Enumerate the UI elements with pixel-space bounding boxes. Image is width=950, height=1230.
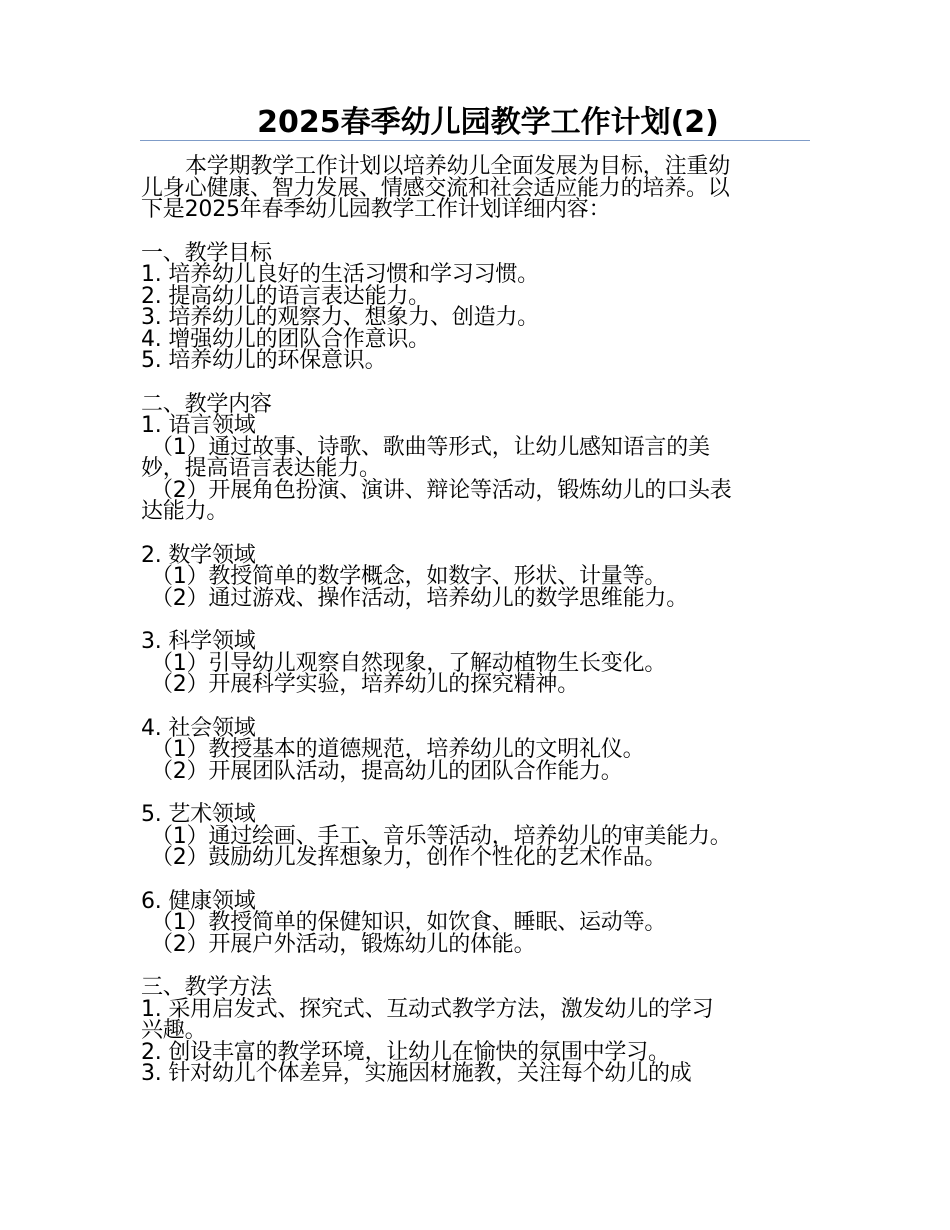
spacer [141,696,813,718]
intro-line: 儿身心健康、智力发展、情感交流和社会适应能力的培养。以 [141,175,730,201]
title-underline [140,140,810,141]
area-line: （2）通过游戏、操作活动，培养幼儿的数学思维能力。 [151,585,688,611]
method-line: 3. 针对幼儿个体差异，实施因材施教，关注每个幼儿的成 [141,1061,692,1086]
section-heading-goals: 一、教学目标 [141,240,272,266]
document-title: 2025春季幼儿园教学工作计划(2) [257,105,719,140]
area-line: （1）教授简单的数学概念，如数字、形状、计量等。 [151,564,667,589]
spacer [141,372,813,394]
method-line: 2. 创设丰富的教学环境，让幼儿在愉快的氛围中学习。 [141,1039,670,1065]
spacer [141,523,813,545]
area-line: 达能力。 [141,499,229,524]
area-line: （2）开展角色扮演、演讲、辩论等活动，锻炼幼儿的口头表 [151,477,732,503]
spacer [141,782,813,804]
area-title-health: 6. 健康领域 [141,888,256,914]
method-line: 兴趣。 [141,1018,207,1043]
spacer [141,869,813,891]
area-title-social: 4. 社会领域 [141,715,256,741]
area-line: （1）教授基本的道德规范，培养幼儿的文明礼仪。 [151,737,645,762]
spacer [141,221,813,243]
section-heading-methods: 三、教学方法 [141,975,272,1000]
goal-item: 3. 培养幼儿的观察力、想象力、创造力。 [141,305,539,330]
spacer [141,955,813,977]
document-body [141,156,813,1085]
area-title-science: 3. 科学领域 [141,629,256,654]
intro-line: 本学期教学工作计划以培养幼儿全面发展为目标，注重幼 [185,154,731,179]
method-line: 1. 采用启发式、探究式、互动式教学方法，激发幼儿的学习 [141,996,714,1022]
area-line: （1）通过故事、诗歌、歌曲等形式，让幼儿感知语言的美 [151,434,710,460]
area-line: （2）开展团队活动，提高幼儿的团队合作能力。 [151,758,623,784]
goal-item: 2. 提高幼儿的语言表达能力。 [141,283,430,309]
goal-item: 4. 增强幼儿的团队合作意识。 [141,326,430,352]
area-line: （2）开展科学实验，培养幼儿的探究精神。 [151,672,579,697]
intro-line: 下是2025年春季幼儿园教学工作计划详细内容： [141,197,611,222]
goal-item: 5. 培养幼儿的环保意识。 [141,348,387,373]
area-title-math: 2. 数学领域 [141,542,256,568]
goal-item: 1. 培养幼儿良好的生活习惯和学习习惯。 [141,262,539,287]
area-line: （2）鼓励幼儿发挥想象力，创作个性化的艺术作品。 [151,845,667,870]
area-line: （1）引导幼儿观察自然现象，了解动植物生长变化。 [151,650,667,676]
area-line: 妙，提高语言表达能力。 [141,456,381,481]
area-line: （2）开展户外活动，锻炼幼儿的体能。 [151,931,536,957]
area-title-language: 1. 语言领域 [141,413,256,438]
section-heading-content: 二、教学内容 [141,391,272,417]
spacer [141,609,813,631]
area-title-art: 5. 艺术领域 [141,802,256,827]
area-line: （1）教授简单的保健知识，如饮食、睡眠、运动等。 [151,910,667,935]
area-line: （1）通过绘画、手工、音乐等活动，培养幼儿的审美能力。 [151,823,732,849]
